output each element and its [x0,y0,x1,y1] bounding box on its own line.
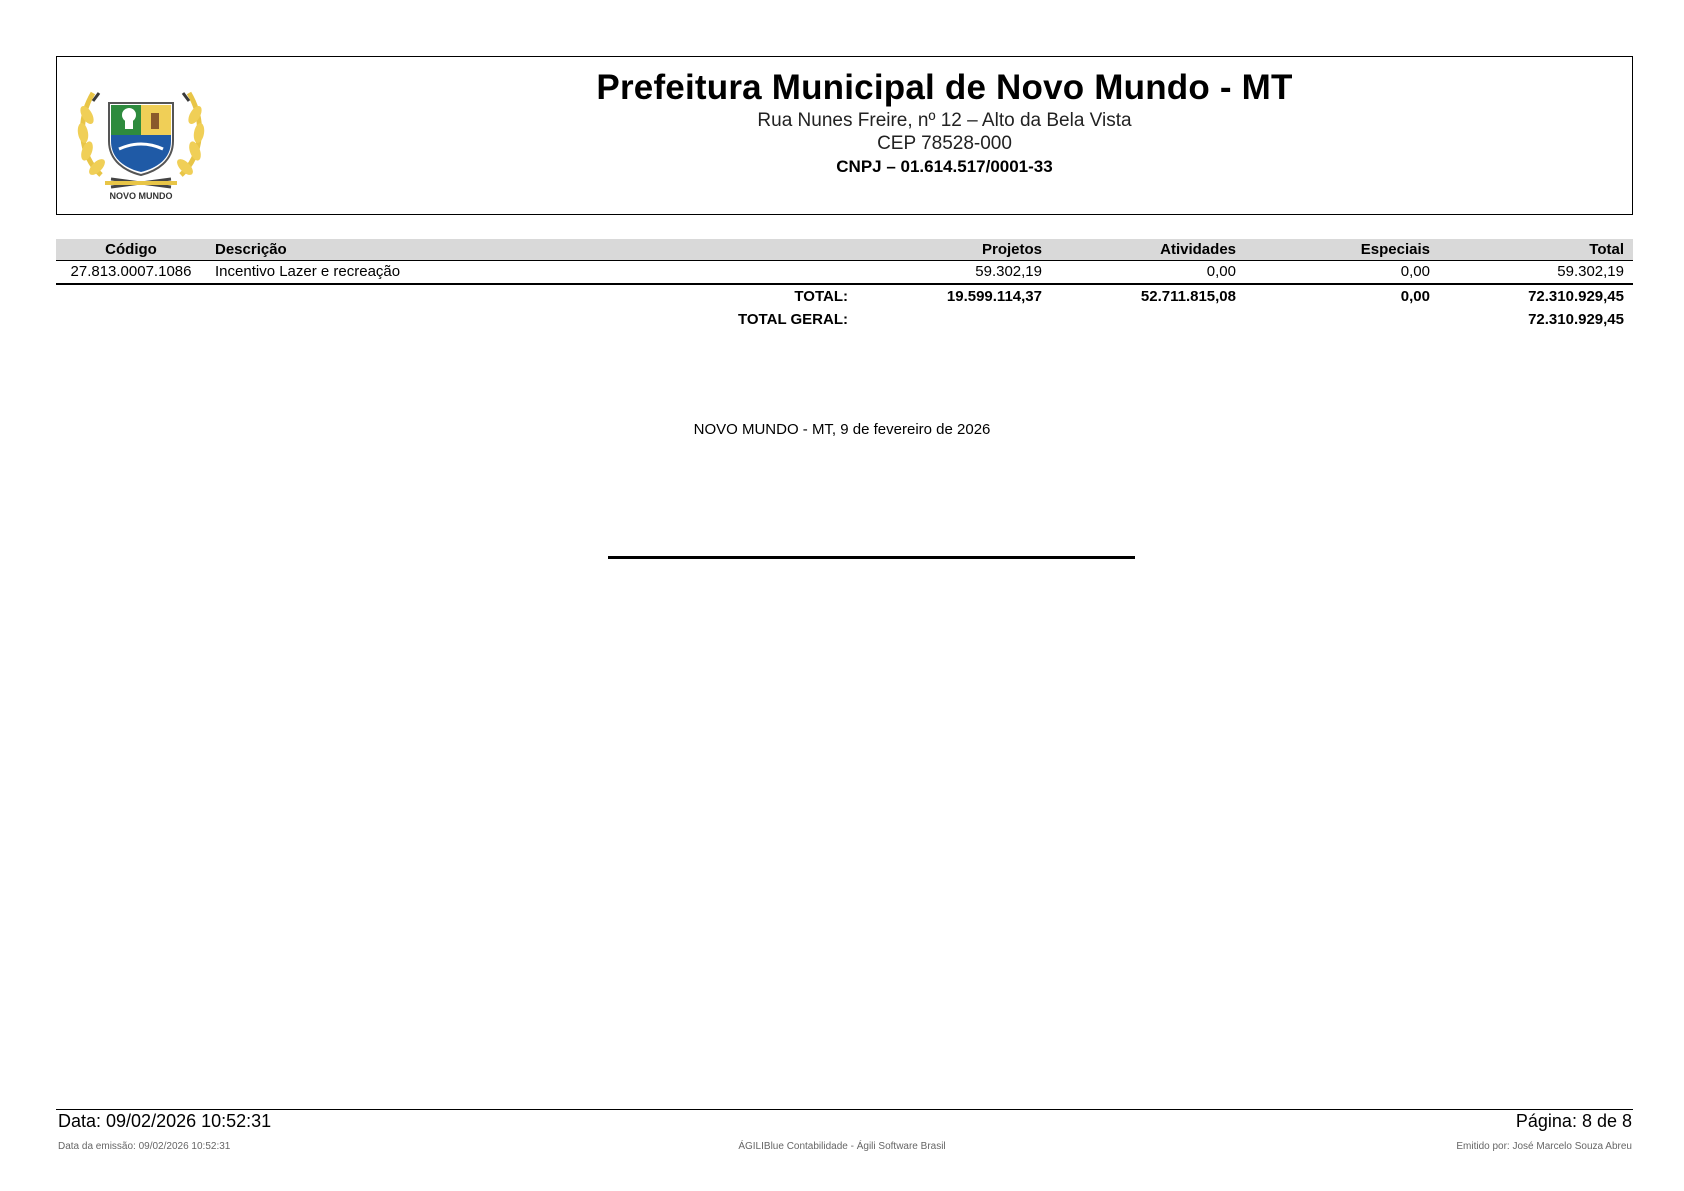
header-address: Rua Nunes Freire, nº 12 – Alto da Bela Vista [757,110,1132,131]
column-header-especiais: Especiais [1245,239,1439,261]
cell-descricao: Incentivo Lazer e recreação [206,261,857,285]
total-geral-value: 72.310.929,45 [1528,310,1624,328]
total-total: 72.310.929,45 [1528,287,1624,305]
cell-projetos: 59.302,19 [857,261,1051,285]
table-row [56,261,1633,285]
column-header-projetos: Projetos [857,239,1051,261]
column-header-descricao: Descrição [206,239,857,261]
signature-line [608,556,1135,559]
footer-date: Data: 09/02/2026 10:52:31 [58,1111,272,1131]
table-header-row [56,239,1633,261]
cell-especiais: 0,00 [1245,261,1439,285]
footer-page-number: Página: 8 de 8 [1515,1111,1632,1131]
page-title: Prefeitura Municipal de Novo Mundo - MT [596,68,1293,107]
column-header-atividades: Atividades [1051,239,1245,261]
header-cnpj: CNPJ – 01.614.517/0001-33 [836,157,1053,176]
total-geral-label: TOTAL GERAL: [738,310,848,328]
place-and-date: NOVO MUNDO - MT, 9 de fevereiro de 2026 [693,421,991,438]
footer-divider [56,1109,1633,1110]
footer-emitted-by: Emitido por: José Marcelo Souza Abreu [1456,1141,1632,1152]
municipal-coat-of-arms-logo [71,75,211,200]
logo-text: NOVO MUNDO [109,191,173,200]
total-label: TOTAL: [794,287,848,305]
total-especiais: 0,00 [1400,287,1430,305]
footer-software: ÁGILIBlue Contabilidade - Ágili Software Brasil [738,1141,946,1152]
cell-total: 59.302,19 [1439,261,1633,285]
total-projetos: 19.599.114,37 [946,287,1042,305]
report-header [56,56,1633,215]
column-header-codigo: Código [56,239,206,261]
cell-codigo: 27.813.0007.1086 [56,261,206,285]
total-geral-row [56,308,1633,331]
footer-emission-date: Data da emissão: 09/02/2026 10:52:31 [58,1141,231,1152]
cell-atividades: 0,00 [1051,261,1245,285]
header-cep: CEP 78528-000 [877,133,1012,154]
total-row [56,284,1633,308]
total-atividades: 52.711.815,08 [1140,287,1236,305]
budget-table [56,239,1633,331]
header-text-block [257,67,1632,179]
column-header-total: Total [1439,239,1633,261]
